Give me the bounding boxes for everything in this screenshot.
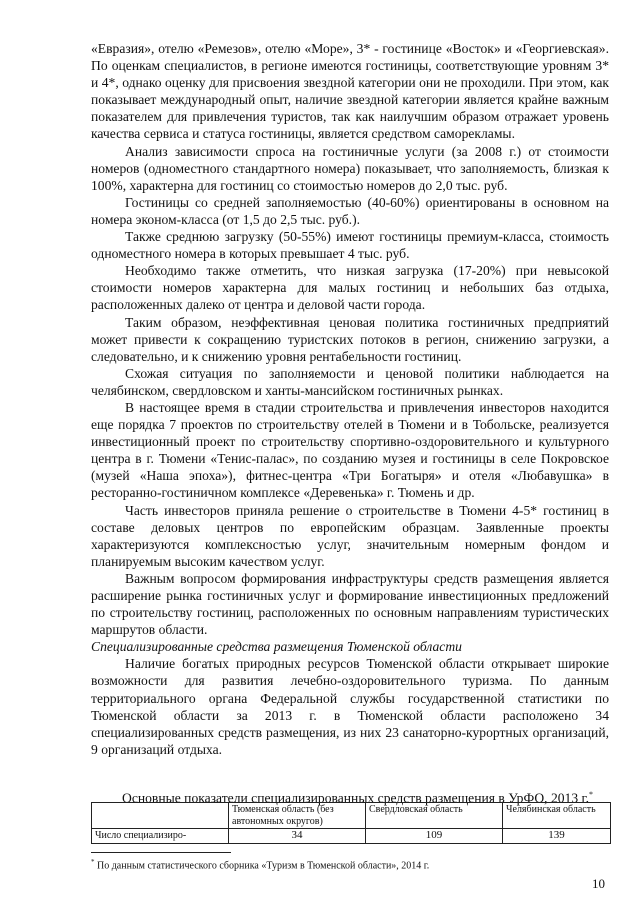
- table-header-empty: [92, 803, 229, 829]
- paragraph-5: Необходимо также отметить, что низкая загрузка (17-20%) при невысокой стоимости номеров характерна для малых гостиниц и небольших баз отдыха, расположенных далеко от центра и деловой части города.: [91, 263, 609, 313]
- page-number: 10: [592, 876, 605, 891]
- paragraph-2: Анализ зависимости спроса на гостиничные услуги (за 2008 г.) от стоимости номеров (одноместного стандартного номера) показывает, что заполняемость, близкая к 100%, характерна для гостиниц со стоимостью номеров до 2,0 тыс. руб.: [91, 143, 609, 193]
- table-row: [92, 829, 611, 844]
- table-header-row: [92, 803, 611, 829]
- footnote-mark: *: [91, 858, 95, 866]
- paragraph-7: Схожая ситуация по заполняемости и ценовой политики наблюдается на челябинском, свердловском и ханты-мансийском гостиничных рынках.: [91, 365, 609, 398]
- paragraph-4: Также среднюю загрузку (50-55%) имеют гостиницы премиум-класса, стоимость одноместного номера в которых превышает 4 тыс. руб.: [91, 229, 609, 262]
- paragraph-11: Наличие богатых природных ресурсов Тюменской области открывает широкие возможности для развития лечебно-оздоровительного туризма. По данным территориального органа Федеральной службы государственной статистики по Тюменской области за 2013 г. в Тюменской области расположено 34 специализированных средств размещения, из них 23 санаторно-курортных организаций, 9 организаций отдыха.: [91, 656, 609, 757]
- table-row-label: Число специализиро-: [92, 829, 229, 844]
- document-body: [91, 40, 609, 758]
- table-header-sverdlovsk: Свердловская область: [366, 803, 503, 829]
- section-subheading: Специализированные средства размещения Тюменской области: [91, 639, 462, 655]
- table-title-footnote-mark: *: [589, 790, 593, 799]
- table-cell-tyumen: 34: [229, 829, 366, 844]
- table-header-tyumen: Тюменская область (без автономных округов): [229, 803, 366, 829]
- statistics-table: [91, 802, 611, 844]
- table-title-text: Основные показатели специализированных средств размещения в УрФО, 2013 г.: [122, 790, 589, 806]
- table-header-chelyabinsk: Челябинская область: [503, 803, 611, 829]
- paragraph-6: Таким образом, неэффективная ценовая политика гостиничных предприятий может привести к сокращению туристских потоков в регион, снижению загрузки, а следовательно, и к снижению уровня рентабельности гостиниц.: [91, 314, 609, 364]
- table-cell-sverdlovsk: 109: [366, 829, 503, 844]
- footnote-text: По данным статистического сборника «Туризм в Тюменской области», 2014 г.: [94, 860, 430, 872]
- paragraph-1: «Евразия», отелю «Ремезов», отелю «Море», 3* - гостинице «Восток» и «Георгиевская». По оценкам специалистов, в регионе имеются гостиницы, соответствующие уровням 3* и 4*, однако оценку для присвоения звездной категории они не проходили. При этом, как показывает международный опыт, наличие звездной категории является крайне важным показателем для привлечения туристов, так как наилучшим образом отражает уровень качества сервиса и статуса гостиницы, является средством саморекламы.: [91, 41, 609, 142]
- footnote: [91, 856, 429, 872]
- footnote-divider: [91, 852, 231, 853]
- paragraph-3: Гостиницы со средней заполняемостью (40-60%) ориентированы в основном на номера эконом-класса (от 1,5 до 2,5 тыс. руб.).: [91, 194, 609, 227]
- paragraph-10: Важным вопросом формирования инфраструктуры средств размещения является расширение рынка гостиничных услуг и формирование инвестиционных предложений по строительству гостиниц, расположенных по основным направлениям туристических маршрутов области.: [91, 570, 609, 638]
- table-cell-chelyabinsk: 139: [503, 829, 611, 844]
- paragraph-9: Часть инвесторов приняла решение о строительстве в Тюмени 4-5* гостиниц в составе деловых центров по европейским образцам. Заявленные проекты характеризуются комплексностью услуг, значительным номерным фондом и планируемым высоким качеством услуг.: [91, 502, 609, 569]
- paragraph-8: В настоящее время в стадии строительства и привлечения инвесторов находится еще порядка 7 проектов по строительству отелей в Тюмени и в Тобольске, реализуется инвестиционный проект по строительству спортивно-оздоровительного и культурного центра в г. Тюмени «Тенис-палас», по созданию музея и гостиницы в селе Покровское (музей «Наша эпоха»), фитнес-центра «Три Богатыря» и отеля «Любавушка» в ресторанно-гостиничном комплексе «Деревенька» г. Тюмень и др.: [91, 399, 609, 501]
